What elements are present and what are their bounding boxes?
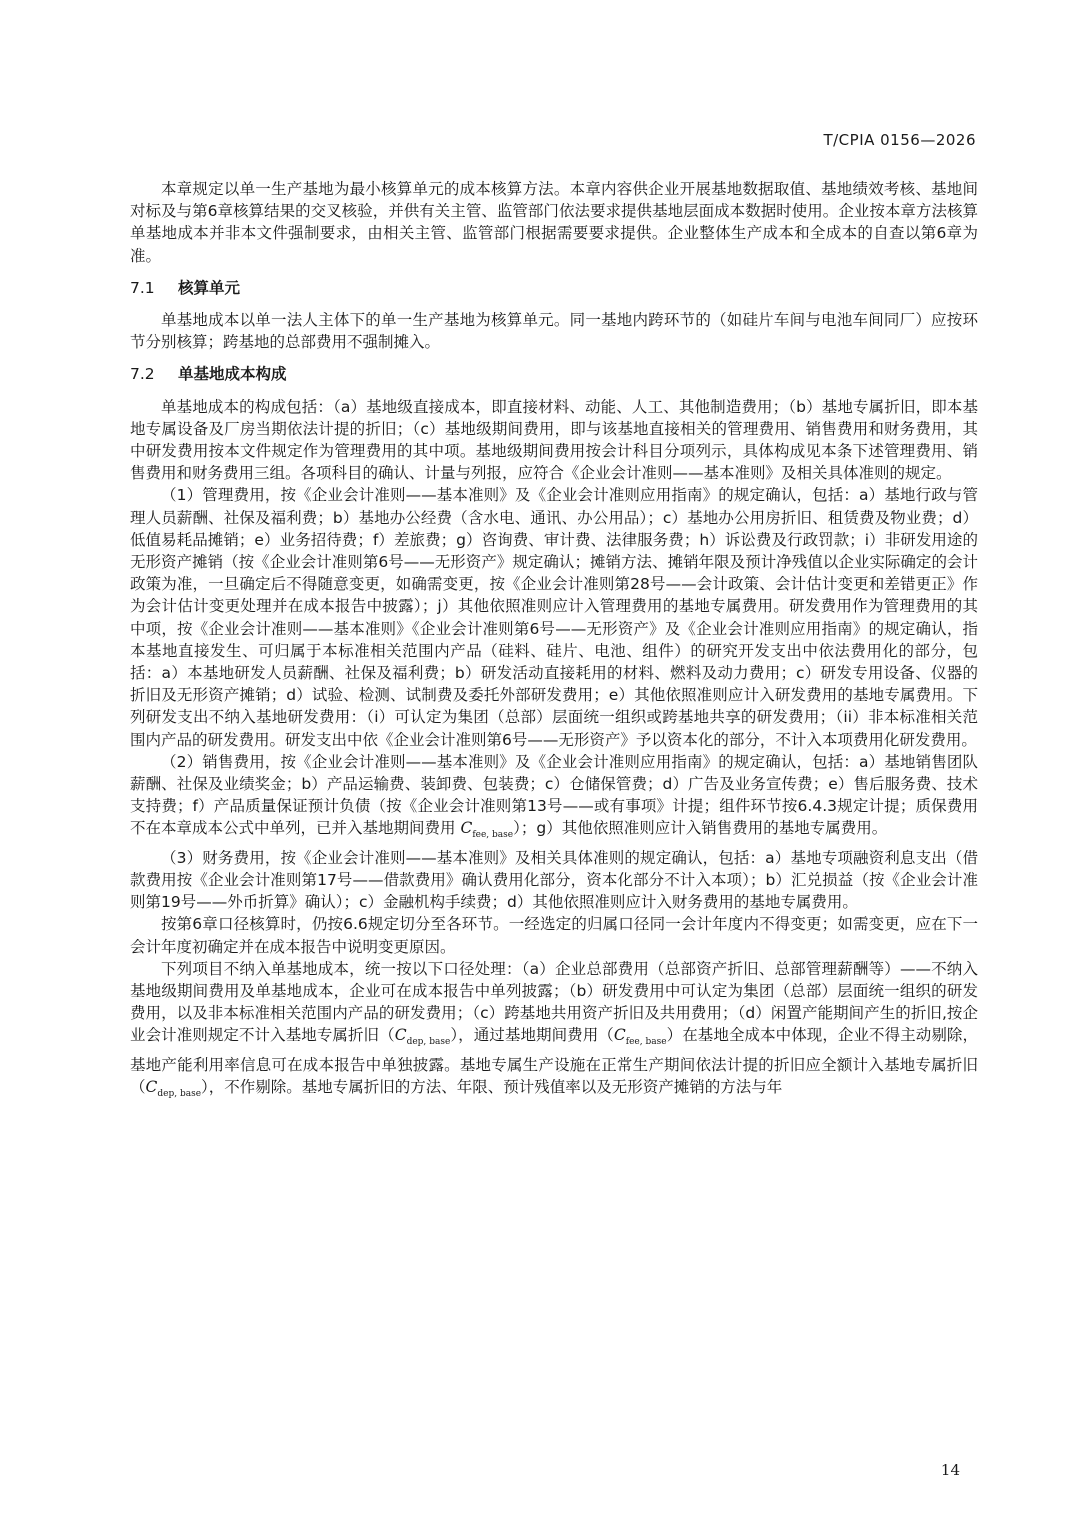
symbol-subscript: fee, base: [472, 830, 514, 841]
symbol-letter: C: [145, 1077, 158, 1096]
symbol-c-dep-base: [145, 1077, 202, 1099]
symbol-letter: C: [613, 1026, 626, 1045]
section-heading-7-2: [130, 363, 978, 385]
section-7-2-paragraph-composition: 单基地成本的构成包括：（a）基地级直接成本，即直接材料、动能、人工、其他制造费用；（b）基地专属折旧，即本基地专属设备及厂房当期依法计提的折旧；（c）基地级期间费用，即与该基地直接相关的管理费用、销售费用和财务费用，其中研发费用按本文件规定作为管理费用的其中项。基地级期间费用按会计科目分项列示，具体构成见本条下述管理费用、销售费用和财务费用三组。各项科目的确认、计量与列报，应符合《企业会计准则——基本准则》及相关具体准则的规定。: [130, 397, 978, 483]
section-heading-7-1: [130, 277, 978, 299]
section-7-1-paragraph: 单基地成本以单一法人主体下的单一生产基地为核算单元。同一基地内跨环节的（如硅片车间与电池车间同厂）应按环节分别核算；跨基地的总部费用不强制摊入。: [130, 311, 978, 352]
text-run: 下列项目不纳入单基地成本，统一按以下口径处理：（a）企业总部费用（总部资产折旧、总部管理薪酬等）——不纳入基地级期间费用及单基地成本，企业可在成本报告中单列披露；（b）研发费用中可认定为集团（总部）层面统一组织的研发费用，以及非本标准相关范围内产品的研发费用；（c）跨基地共用资产折旧及共用费用；（d）闲置产能期间产生的折旧,按企业会计准则规定不计入基地专属折旧（: [130, 959, 978, 1045]
symbol-c-fee-base: [613, 1026, 667, 1048]
symbol-c-fee-base: [460, 819, 514, 841]
intro-paragraph: 本章规定以单一生产基地为最小核算单元的成本核算方法。本章内容供企业开展基地数据取值、基地绩效考核、基地间对标及与第6章核算结果的交叉核验，并供有关主管、监管部门依法要求提供基地层面成本数据时使用。企业按本章方法核算单基地成本并非本文件强制要求，由相关主管、监管部门根据需要要求提供。企业整体生产成本和全成本的自查以第6章为准。: [130, 180, 978, 265]
management-expense-paragraph: （1）管理费用，按《企业会计准则——基本准则》及《企业会计准则应用指南》的规定确认，包括：a）基地行政与管理人员薪酬、社保及福利费；b）基地办公经费（含水电、通讯、办公用品）；c）基地办公用房折旧、租赁费及物业费；d）低值易耗品摊销；e）业务招待费；f）差旅费；g）咨询费、审计费、法律服务费；h）诉讼费及行政罚款；i）非研发用途的无形资产摊销（按《企业会计准则第6号——无形资产》规定确认；摊销方法、摊销年限及预计净残值以企业实际确定的会计政策为准，一旦确定后不得随意变更，如确需变更，按《企业会计准则第28号——会计政策、会计估计变更和差错更正》作为会计估计变更处理并在成本报告中披露）；j）其他依照准则应计入管理费用的基地专属费用。研发费用作为管理费用的其中项，按《企业会计准则——基本准则》《企业会计准则第6号——无形资产》及《企业会计准则应用指南》的规定确认，指本基地直接发生、可归属于本标准相关范围内产品（硅料、硅片、电池、组件）的研究开发支出中依法费用化的部分，包括：a）本基地研发人员薪酬、社保及福利费；b）研发活动直接耗用的材料、燃料及动力费用；c）研发专用设备、仪器的折旧及无形资产摊销；d）试验、检测、试制费及委托外部研发费用；e）其他依照准则应计入研发费用的基地专属费用。下列研发支出不纳入基地研发费用：（i）可认定为集团（总部）层面统一组织或跨基地共享的研发费用；（ii）非本标准相关范围内产品的研发费用。研发支出中依《企业会计准则第6号——无形资产》予以资本化的部分，不计入本项费用化研发费用。: [130, 486, 978, 749]
section-number: 7.1: [130, 278, 155, 297]
attribution-paragraph: 按第6章口径核算时，仍按6.6规定切分至各环节。一经选定的归属口径同一会计年度内不得变更；如需变更，应在下一会计年度初确定并在成本报告中说明变更原因。: [130, 915, 978, 956]
symbol-c-dep-base: [394, 1026, 451, 1048]
symbol-letter: C: [394, 1026, 407, 1045]
section-number: 7.2: [130, 365, 155, 384]
document-code: T/CPIA 0156—2026: [823, 131, 976, 149]
text-run: ）；g）其他依照准则应计入销售费用的基地专属费用。: [513, 819, 888, 838]
page-number: 14: [940, 1461, 960, 1479]
excluded-items-paragraph: [130, 958, 978, 1105]
finance-expense-paragraph: （3）财务费用，按《企业会计准则——基本准则》及相关具体准则的规定确认，包括：a）基地专项融资利息支出（借款费用按《企业会计准则第17号——借款费用》确认费用化部分，资本化部分不计入本项）；b）汇兑损益（按《企业会计准则第19号——外币折算》确认）；c）金融机构手续费；d）其他依照准则应计入财务费用的基地专属费用。: [130, 848, 978, 912]
section-title: 单基地成本构成: [178, 365, 287, 384]
text-run: （2）销售费用，按《企业会计准则——基本准则》及《企业会计准则应用指南》的规定确认，包括：a）基地销售团队薪酬、社保及业绩奖金；b）产品运输费、装卸费、包装费；c）仓储保管费；d）广告及业务宣传费；e）售后服务费、技术支持费；f）产品质量保证预计负债（按《企业会计准则第13号——或有事项》计提；组件环节按6.4.3规定计提；质保费用不在本章成本公式中单列，已并入基地期间费用: [130, 752, 978, 838]
symbol-letter: C: [460, 819, 473, 838]
section-title: 核算单元: [178, 278, 241, 297]
symbol-subscript: fee, base: [625, 1037, 667, 1048]
text-run: ），通过基地期间费用（: [450, 1026, 614, 1045]
symbol-subscript: dep, base: [157, 1089, 202, 1099]
sales-expense-paragraph: [130, 751, 978, 847]
text-run: ），不作剔除。基地专属折旧的方法、年限、预计残值率以及无形资产摊销的方法与年: [201, 1077, 783, 1096]
symbol-subscript: dep, base: [406, 1037, 451, 1048]
text-run: ）在基地全成本中体现，企业不得主动剔除，基地产能利用率信息可在成本报告中单独披露。基地专属生产设施在正常生产期间依法计提的折旧应全额计入基地专属折旧（: [130, 1026, 978, 1096]
page-body: [130, 178, 978, 1105]
